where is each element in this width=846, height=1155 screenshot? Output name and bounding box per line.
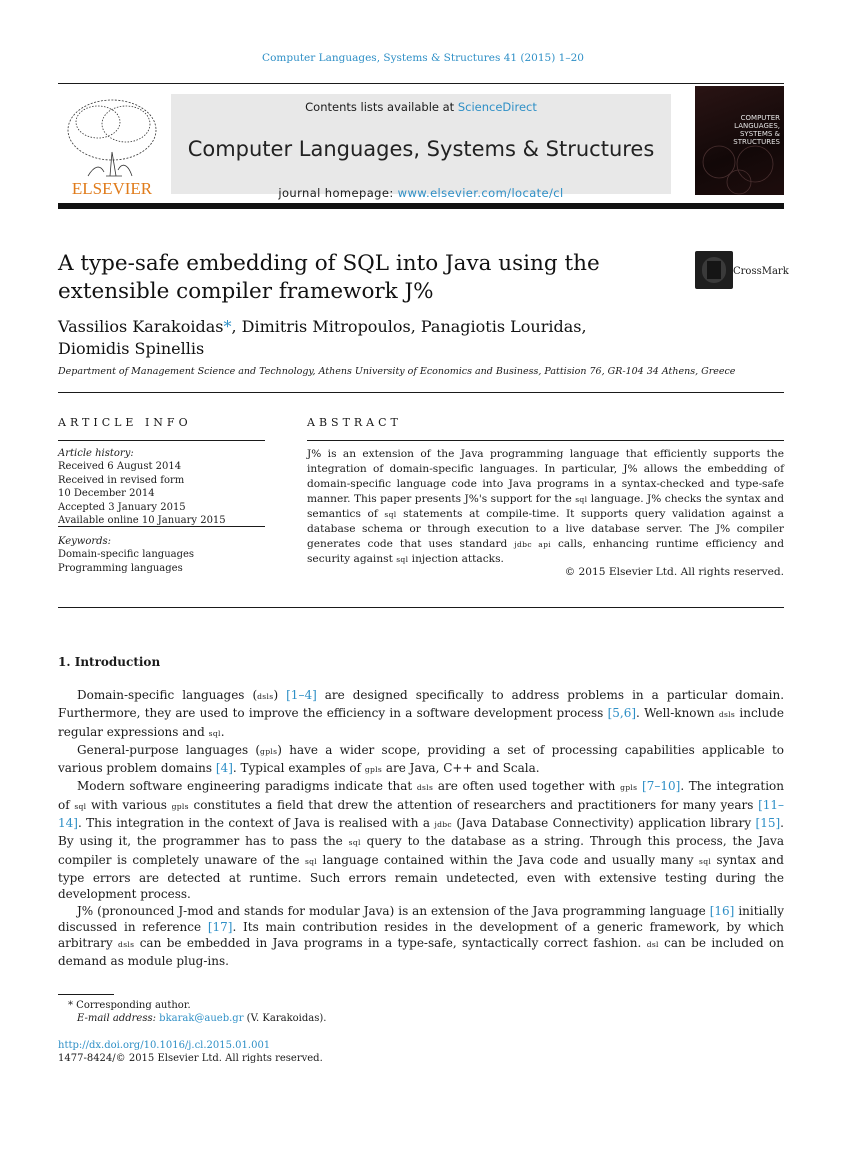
article-info-rule	[58, 440, 265, 441]
homepage-link[interactable]: www.elsevier.com/locate/cl	[397, 186, 564, 200]
history-item: Received 6 August 2014	[58, 461, 182, 473]
abstract-rule	[307, 440, 784, 441]
citation-link[interactable]: [11–14]	[58, 797, 785, 831]
citation-link[interactable]: [4]	[215, 761, 233, 776]
header-bottom-rule	[58, 203, 784, 209]
keyword: Programming languages	[58, 562, 183, 574]
journal-cover-image[interactable]	[695, 86, 784, 195]
history-item: Accepted 3 January 2015	[58, 501, 186, 513]
corresponding-author-mark[interactable]: *	[223, 317, 232, 336]
journal-title: Computer Languages, Systems & Structures	[187, 137, 655, 161]
doi-block	[58, 1039, 323, 1065]
corresponding-author-note: * Corresponding author.	[68, 1000, 191, 1011]
footnote-rule	[58, 994, 114, 995]
paragraph: Domain-specific languages (dsls) [1–4] are designed specifically to address problems in a particular domain. Furthermore, they are used to improve the efficiency in a software development process [5,6]. Well-known dsls include regular expressions and sql.	[58, 688, 785, 739]
contents-availability: Contents lists available at ScienceDirect	[305, 100, 537, 114]
citation-link[interactable]: [7–10]	[642, 779, 681, 794]
keyword: Domain-specific languages	[58, 549, 195, 561]
history-rule	[58, 526, 265, 527]
email-link[interactable]: bkarak@aueb.gr	[159, 1013, 244, 1024]
elsevier-tree-icon	[58, 92, 166, 198]
affiliation-rule	[58, 392, 784, 393]
history-item: Available online 10 January 2015	[58, 515, 226, 527]
history-item: 10 December 2014	[58, 488, 155, 500]
author-name: Diomidis Spinellis	[58, 339, 205, 358]
crossmark-label[interactable]: CrossMark	[733, 266, 789, 277]
citation-link[interactable]: [16]	[709, 903, 735, 918]
section-heading-introduction: 1. Introduction	[58, 655, 161, 669]
keywords-label: Keywords:	[58, 536, 112, 547]
elsevier-logo[interactable]	[58, 92, 166, 198]
svg-text:ELSEVIER: ELSEVIER	[71, 179, 153, 198]
paragraph: Modern software engineering paradigms indicate that dsls are often used together with gpls [7–10]. The integration of sql with various gpls constitutes a field that drew the attention of researchers and practitioners for many years [11–14]. This integration in the context of Java is realised with a jdbc (Java Database Connectivity) application library [15]. By using it, the programmer has to pass the sql query to the database as a string. Through this process, the Java compiler is completely unaware of the sql language contained within the Java code and usually many sql syntax and type errors are detected at runtime. Such errors remain undetected, even with extensive testing during the development process.	[58, 779, 785, 902]
crossmark-icon[interactable]	[695, 251, 733, 289]
journal-banner	[171, 94, 671, 200]
abstract-text: J% is an extension of the Java programming language that efficiently supports the integration of domain-specific languages. In particular, J% allows the embedding of domain-specific language code into Java programs in a syntax-checked and type-safe manner. This paper presents J%'s support for the sql language. J% checks the syntax and semantics of sql statements at compile-time. It supports query validation against a database schema or through execution to a live database server. The J% compiler generates code that uses standard jdbc api calls, enhancing runtime efficiency and security against sql injection attacks.	[307, 448, 784, 565]
abstract-copyright: © 2015 Elsevier Ltd. All rights reserved.	[564, 566, 784, 578]
citation-link[interactable]: [17]	[207, 919, 233, 934]
journal-reference[interactable]: Computer Languages, Systems & Structures 41 (2015) 1–20	[262, 52, 584, 64]
header-top-rule	[58, 83, 784, 84]
citation-link[interactable]: [5,6]	[607, 706, 637, 721]
citation-link[interactable]: [15]	[755, 816, 781, 831]
doi-link[interactable]: http://dx.doi.org/10.1016/j.cl.2015.01.001	[58, 1040, 271, 1051]
footnote	[58, 999, 458, 1025]
keywords	[58, 535, 265, 575]
issn-line: 1477-8424/© 2015 Elsevier Ltd. All rights reserved.	[58, 1053, 323, 1064]
author-name: Vassilios Karakoidas	[58, 317, 224, 336]
introduction-body	[58, 687, 784, 970]
paragraph: J% (pronounced J-mod and stands for modular Java) is an extension of the Java programming language [16] initially discussed in reference [17]. Its main contribution resides in the development of a generic framework, by which arbitrary dsls can be embedded in Java programs in a type-safe, syntactically correct fashion. dsl can be included on demand as module plug-ins.	[58, 903, 785, 969]
journal-homepage: journal homepage: www.elsevier.com/locate/cl	[278, 186, 564, 200]
sciencedirect-link[interactable]: ScienceDirect	[457, 100, 537, 114]
email-line: E-mail address: bkarak@aueb.gr (V. Karakoidas).	[77, 1013, 327, 1024]
paragraph: General-purpose languages (gpls) have a wider scope, providing a set of processing capabilities applicable to various problem domains [4]. Typical examples of gpls are Java, C++ and Scala.	[58, 742, 785, 776]
citation-link[interactable]: [1–4]	[286, 688, 317, 702]
article-info-heading: ARTICLE INFO	[58, 416, 192, 429]
article-history	[58, 447, 265, 527]
history-label: Article history:	[58, 448, 134, 459]
abstract-heading: ABSTRACT	[307, 416, 402, 429]
article-title: A type-safe embedding of SQL into Java using the extensible compiler framework J%	[58, 251, 600, 304]
abstract-bottom-rule	[58, 607, 784, 608]
cover-pattern-icon	[695, 86, 784, 195]
affiliation: Department of Management Science and Technology, Athens University of Economics and Business, Pattision 76, GR-104 34 Athens, Greece	[58, 366, 736, 377]
history-item: Received in revised form	[58, 474, 185, 486]
cover-title: COMPUTER LANGUAGES, SYSTEMS & STRUCTURES	[733, 114, 780, 146]
author-list: Vassilios Karakoidas*, Dimitris Mitropoulos, Panagiotis Louridas, Diomidis Spinellis	[58, 316, 678, 360]
journal-header	[58, 86, 784, 204]
crossmark-badge-icon	[695, 251, 733, 289]
